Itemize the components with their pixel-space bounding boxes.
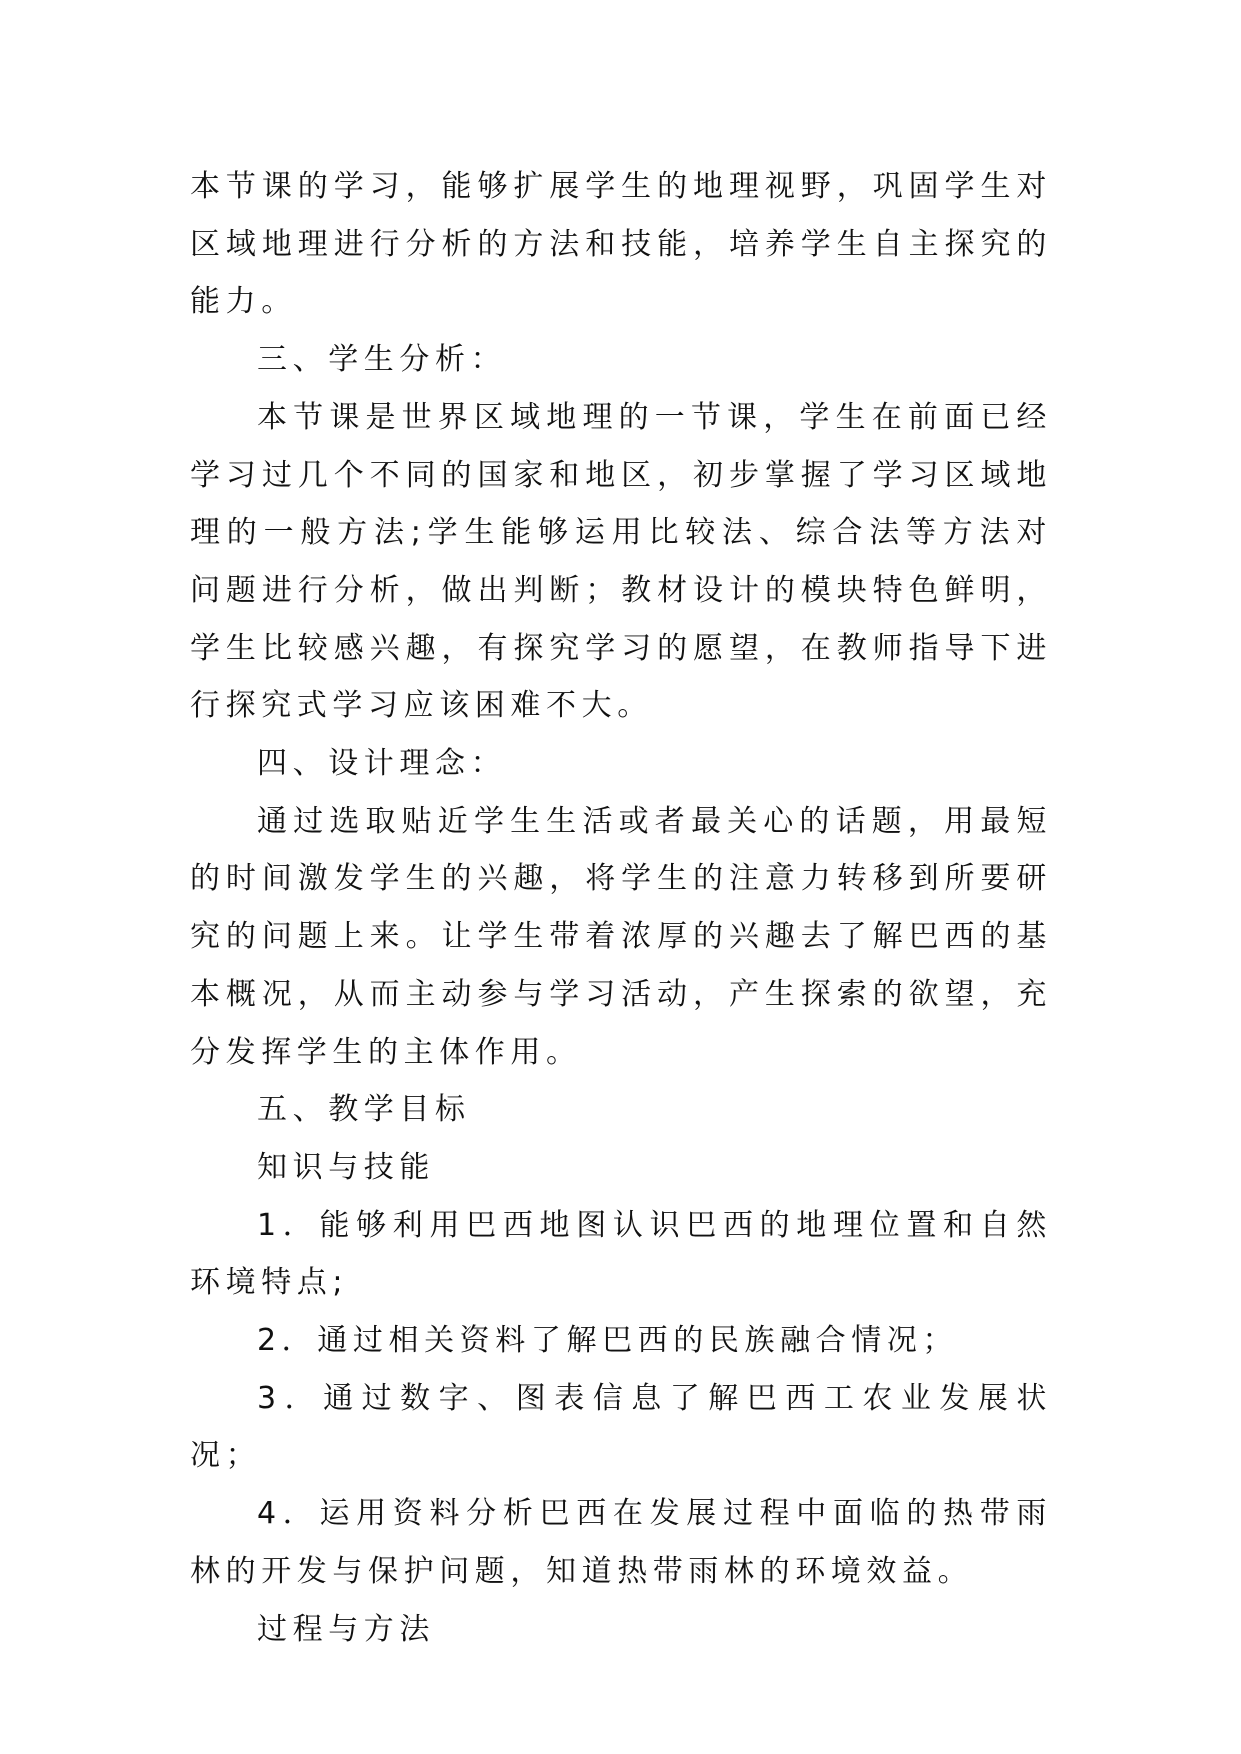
subheading-knowledge-skills: 知识与技能 (257, 1149, 435, 1185)
subheading-process-methods: 过程与方法 (257, 1611, 435, 1647)
objective-item-2: 2．通过相关资料了解巴西的民族融合情况； (257, 1323, 959, 1359)
heading-student-analysis: 三、学生分析： (257, 342, 507, 378)
paragraph-continuation: 本节课的学习，能够扩展学生的地理视野，巩固学生对区域地理进行分析的方法和技能，培养学生自主探究的能力。 (190, 169, 1052, 320)
objective-item-1: 1．能够利用巴西地图认识巴西的地理位置和自然环境特点; (190, 1207, 1052, 1301)
objective-item-3: 3．通过数字、图表信息了解巴西工农业发展状况； (190, 1380, 1052, 1474)
paragraph-design-concept: 通过选取贴近学生生活或者最关心的话题，用最短的时间激发学生的兴趣，将学生的注意力转移到所要研究的问题上来。让学生带着浓厚的兴趣去了解巴西的基本概况，从而主动参与学习活动，产生探索的欲望，充分发挥学生的主体作用。 (190, 803, 1052, 1070)
paragraph-student-analysis: 本节课是世界区域地理的一节课，学生在前面已经学习过几个不同的国家和地区，初步掌握了学习区域地理的一般方法;学生能够运用比较法、综合法等方法对问题进行分析，做出判断；教材设计的模块特色鲜明，学生比较感兴趣，有探究学习的愿望，在教师指导下进行探究式学习应该困难不大。 (190, 399, 1052, 724)
objective-item-4: 4．运用资料分析巴西在发展过程中面临的热带雨林的开发与保护问题，知道热带雨林的环境效益。 (190, 1496, 1052, 1589)
heading-design-concept: 四、设计理念： (257, 746, 507, 782)
document-body (190, 158, 1052, 1658)
heading-teaching-objectives: 五、教学目标 (257, 1092, 471, 1128)
